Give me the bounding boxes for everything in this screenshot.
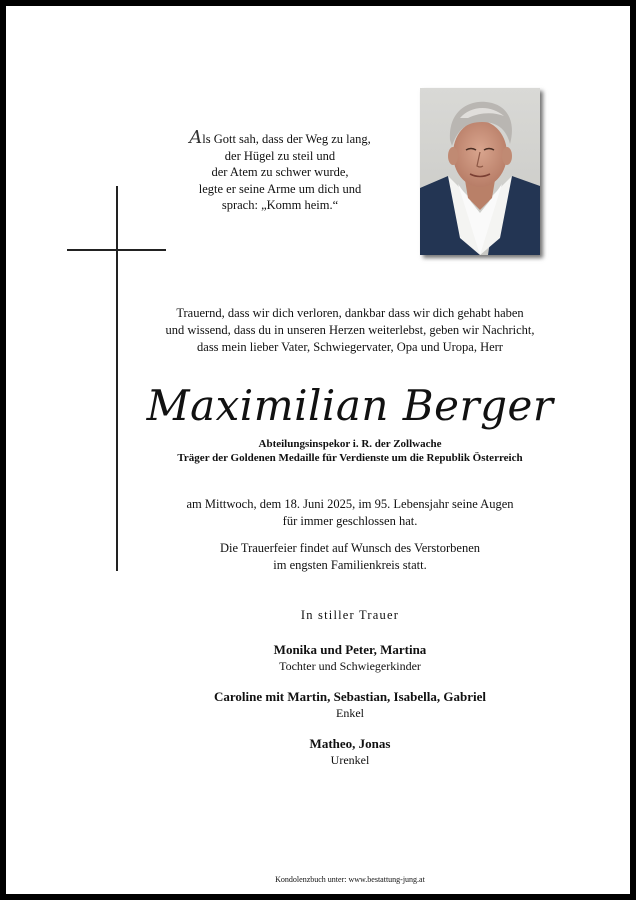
deceased-name: Maximilian Berger [146, 381, 554, 430]
poem-initial: A [189, 127, 203, 148]
intro-line-1: Trauernd, dass wir dich verloren, dankbar dass wir dich gehabt haben [176, 306, 524, 320]
poem [150, 127, 410, 214]
cross-vertical-bar [116, 186, 118, 571]
portrait-illustration [420, 88, 540, 255]
condolence-book-link[interactable]: Kondolenzbuch unter: www.bestattung-jung.at [275, 875, 425, 884]
mourner-relation: Tochter und Schwiegerkinder [279, 659, 421, 673]
funeral-line-2: im engsten Familienkreis statt. [273, 558, 427, 572]
portrait-photo [420, 88, 540, 255]
announcement-intro [140, 305, 560, 356]
deceased-title-1: Abteilungsinspekor i. R. der Zollwache [258, 438, 442, 450]
mourner-names: Caroline mit Martin, Sebastian, Isabella, Gabriel [213, 689, 487, 704]
death-line-2: für immer geschlossen hat. [282, 514, 418, 528]
mourner-group [100, 688, 600, 721]
poem-line-2: der Hügel zu steil und [224, 148, 336, 163]
intro-line-3: dass mein lieber Vater, Schwiegervater, Opa und Uropa, Herr [197, 340, 503, 354]
deceased-title-2: Träger der Goldenen Medaille für Verdienste um die Republik Österreich [177, 452, 523, 464]
funeral-line-1: Die Trauerfeier findet auf Wunsch des Verstorbenen [219, 541, 481, 555]
poem-line-3: der Atem zu schwer wurde, [211, 165, 349, 179]
intro-line-2: und wissend, dass du in unseren Herzen weiterlebst, geben wir Nachricht, [165, 323, 535, 337]
poem-line-1: Als Gott sah, dass der Weg zu lang, [189, 127, 371, 148]
mourner-relation: Urenkel [330, 753, 370, 767]
cross-horizontal-bar [67, 249, 166, 251]
funeral-notice [150, 540, 550, 574]
mourner-names: Matheo, Jonas [309, 736, 391, 751]
mourner-group [100, 735, 600, 768]
mourner-names: Monika und Peter, Martina [273, 642, 427, 657]
mourner-group [100, 641, 600, 674]
poem-line-4: legte er seine Arme um dich und [198, 181, 362, 196]
death-notice [150, 496, 550, 530]
mourning-heading: In stiller Trauer [300, 608, 400, 622]
death-line-1: am Mittwoch, dem 18. Juni 2025, im 95. Lebensjahr seine Augen [186, 497, 514, 511]
deceased-titles [130, 437, 570, 465]
mourner-relation: Enkel [336, 706, 364, 720]
poem-line-5: sprach: „Komm heim.“ [221, 198, 339, 212]
